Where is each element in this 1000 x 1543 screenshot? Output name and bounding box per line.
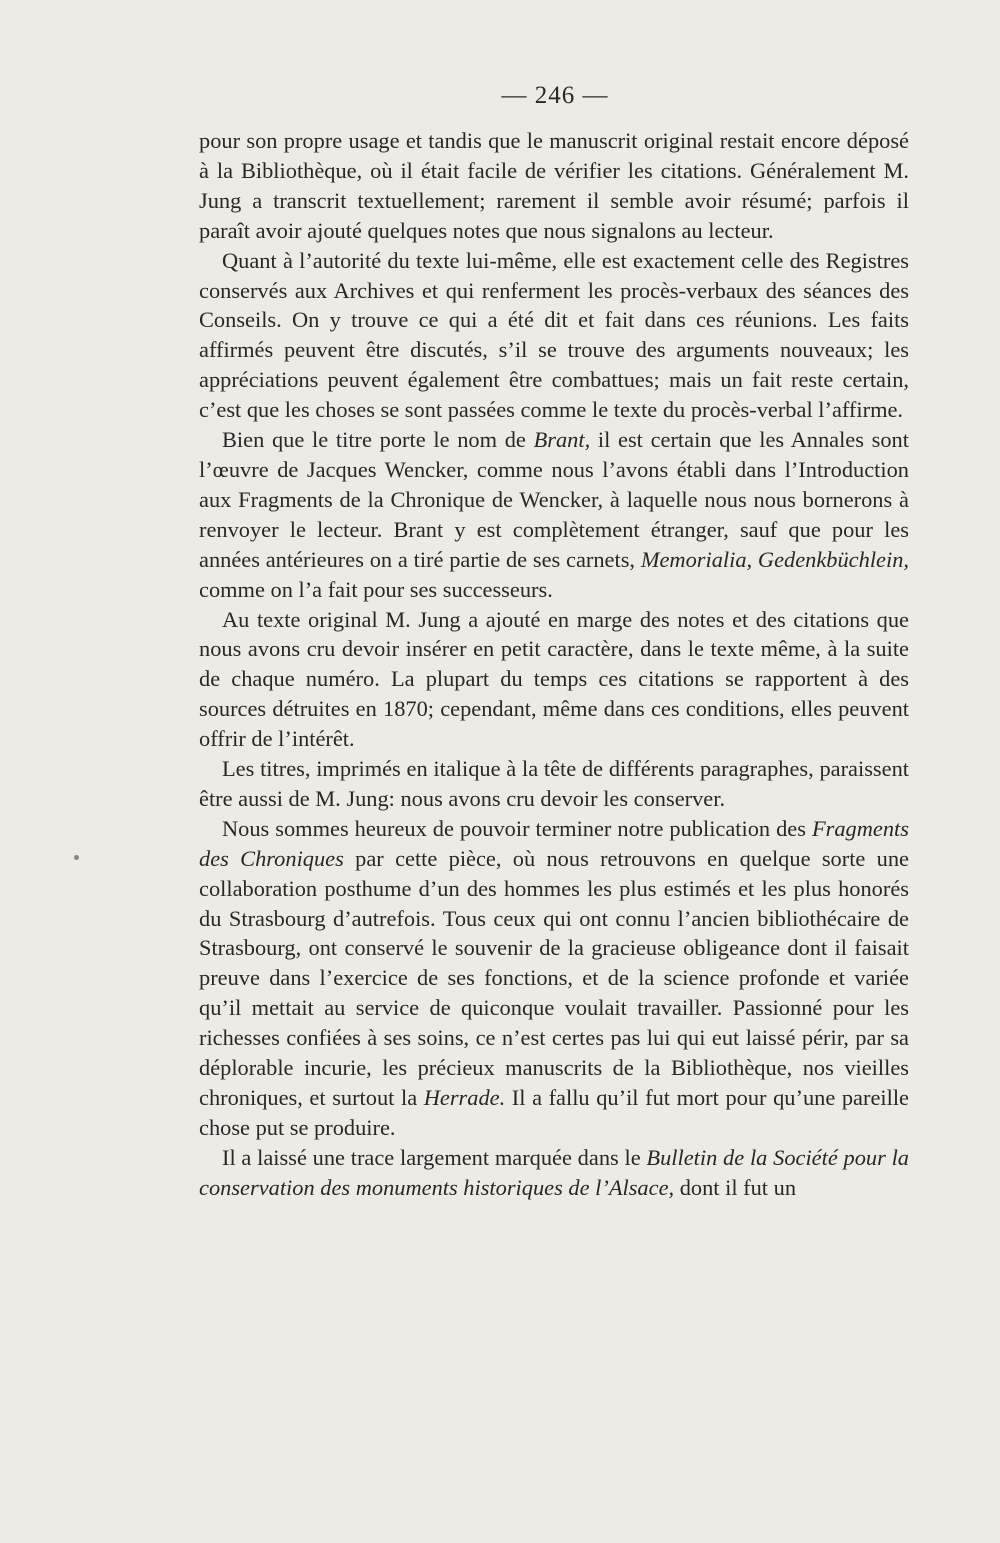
paragraph-7-text-b: dont il fut un bbox=[674, 1174, 797, 1200]
paragraph-1 bbox=[199, 126, 909, 246]
paragraph-5 bbox=[199, 754, 909, 814]
paragraph-3-text-c: comme on l’a fait pour ses successeurs. bbox=[199, 576, 553, 602]
italic-memorialia: Memorialia, Gedenkbüchlein, bbox=[640, 546, 909, 572]
paragraph-7-text-a: Il a laissé une trace largement marquée dans le bbox=[222, 1144, 647, 1170]
paragraph-6-text-c: Il a fallu qu’il fut mort pour qu’une pareille chose put se produire. bbox=[199, 1085, 909, 1140]
paragraph-1-text: pour son propre usage et tandis que le manuscrit original restait encore déposé à la Bibliothèque, où il était facile de vérifier les citations. Généralement M. Jung a transcrit textuellement; rarement il semble avoir résumé; parfois il paraît avoir ajouté quelques notes que nous signalons au lecteur. bbox=[199, 128, 909, 243]
page-number: — 246 — bbox=[501, 82, 609, 109]
paragraph-6 bbox=[199, 814, 909, 1143]
italic-brant: Brant, bbox=[533, 427, 591, 453]
paragraph-7 bbox=[199, 1143, 909, 1203]
paragraph-3-text-b: il est certain que les Annales sont l’œuvre de Jacques Wencker, comme nous l’avons établi dans l’Introduction aux Fragments de la Chronique de Wencker, à laquelle nous nous bornerons à renvoyer le lecteur. Brant y est complètement étranger, sauf que pour les années antérieures on a tiré partie de ses carnets, bbox=[199, 427, 909, 572]
paragraph-3-text-a: Bien que le titre porte le nom de bbox=[222, 427, 534, 453]
italic-fragments-title: Fragments des Chroniques bbox=[199, 815, 909, 871]
paragraph-2 bbox=[199, 246, 909, 425]
margin-speck bbox=[74, 855, 79, 860]
paragraph-5-text: Les titres, imprimés en italique à la tête de différents paragraphes, paraissent être aussi de M. Jung: nous avons cru devoir les conserver. bbox=[199, 756, 909, 811]
paragraph-6-text-b: par cette pièce, où nous retrouvons en quelque sorte une collaboration posthume d’un des hommes les plus estimés et les plus honorés du Strasbourg d’autrefois. Tous ceux qui ont connu l’ancien bibliothécaire de Strasbourg, ont conservé le souvenir de la gracieuse obligeance dont il faisait preuve dans l’exercice de ses fonctions, et de la science profonde et variée qu’il mettait au service de quiconque voulait travailler. Passionné pour les richesses confiées à ses soins, ce n’est certes pas lui qui eut laissé périr, par sa déplorable incurie, les précieux manuscrits de la Bibliothèque, nos vieilles chroniques, et surtout la bbox=[199, 845, 909, 1110]
paragraph-4 bbox=[199, 605, 909, 755]
paragraph-3 bbox=[199, 425, 909, 604]
paragraph-6-text-a: Nous sommes heureux de pouvoir terminer notre publication des bbox=[222, 815, 812, 841]
body-text bbox=[199, 126, 909, 1203]
paragraph-4-text: Au texte original M. Jung a ajouté en marge des notes et des citations que nous avons cru devoir insérer en petit caractère, dans le texte même, à la suite de chaque numéro. La plupart du temps ces citations se rapportent à des sources détruites en 1870; cependant, même dans ces conditions, elles peuvent offrir de l’intérêt. bbox=[199, 606, 909, 752]
paragraph-2-text: Quant à l’autorité du texte lui-même, elle est exactement celle des Registres conservés aux Archives et qui renferment les procès-verbaux des séances des Conseils. On y trouve ce qui a été dit et fait dans ces réunions. Les faits affirmés peuvent être discutés, s’il se trouve des arguments nouveaux; les appréciations peuvent également être combattues; mais un fait reste certain, c’est que les choses se sont passées comme le texte du procès-verbal l’affirme. bbox=[199, 247, 909, 423]
italic-herrade: Herrade. bbox=[423, 1085, 506, 1110]
italic-bulletin-title: Bulletin de la Société pour la conservation des monuments historiques de l’Alsace, bbox=[199, 1144, 909, 1200]
